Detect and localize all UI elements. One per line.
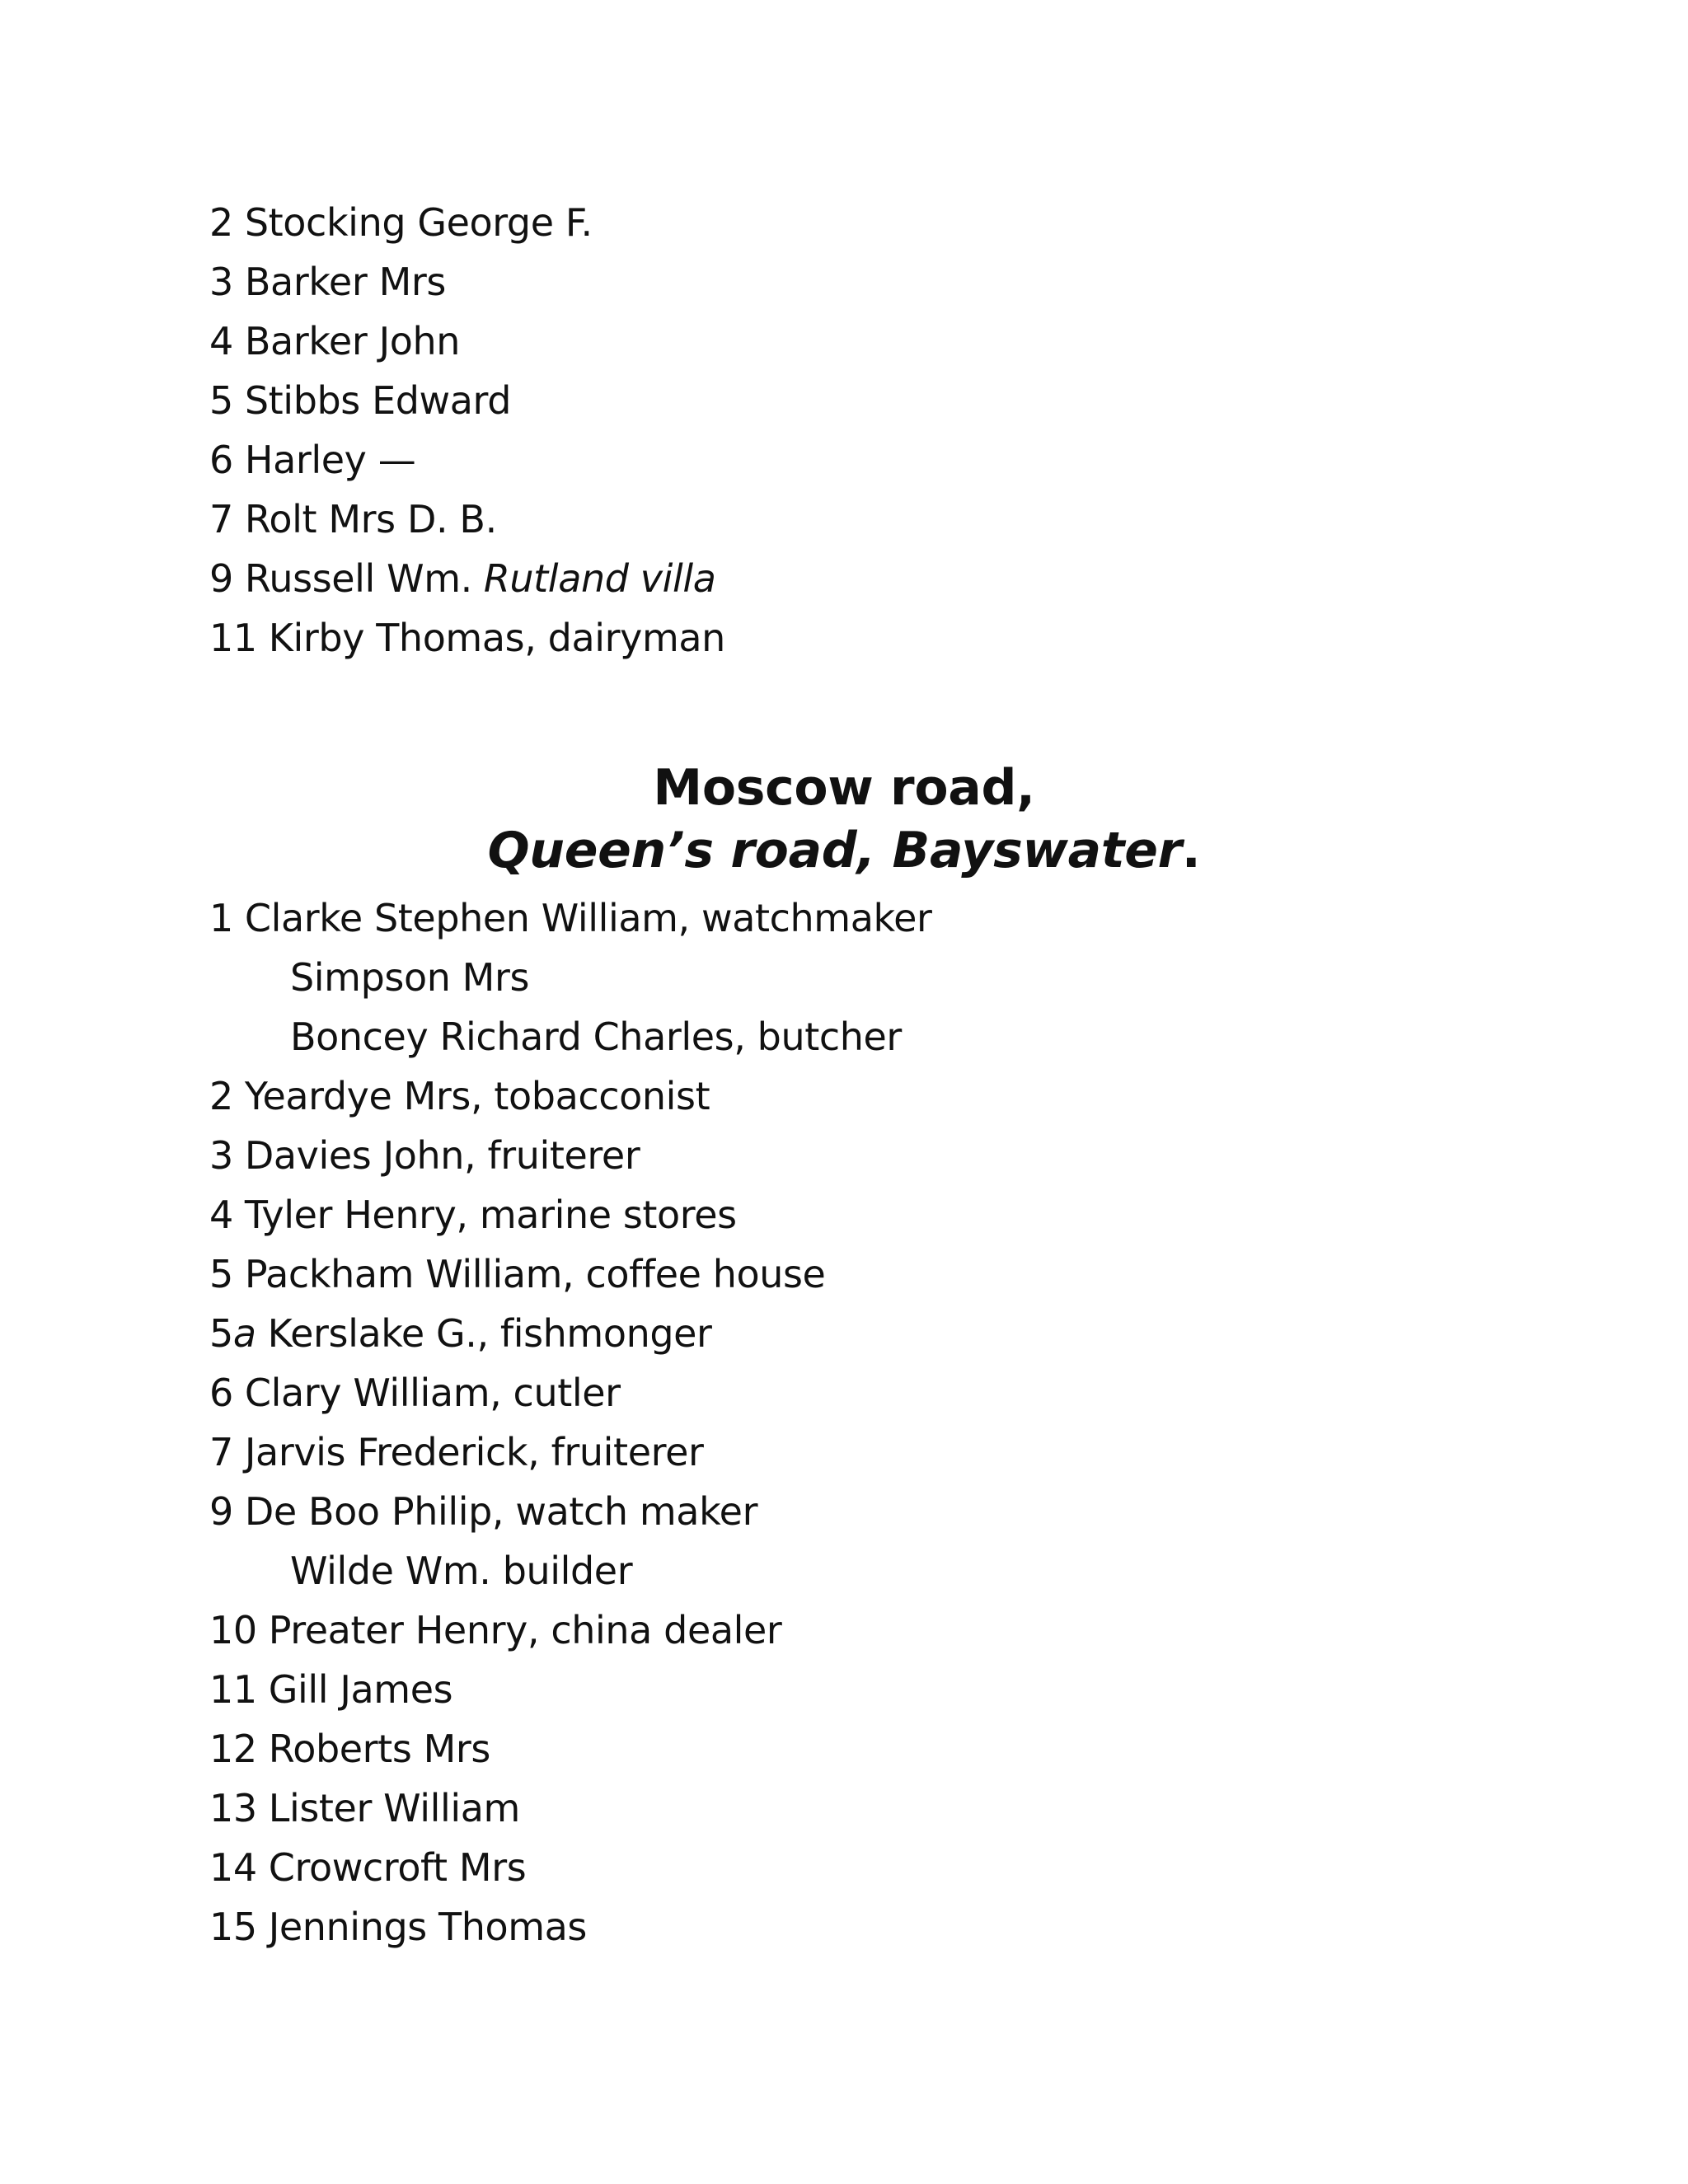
house-number: 5 [209,1252,233,1296]
list-item [209,252,725,312]
resident: Stibbs Edward [244,378,512,423]
list-item [209,312,725,371]
resident: Gill James [268,1667,453,1712]
locality-name: Queen’s road, Bayswater [487,821,1182,879]
resident: Rolt Mrs D. B. [244,497,497,541]
resident: Lister William [268,1786,520,1830]
list-item [209,1066,932,1126]
house-number: 7 [209,497,233,541]
list-item [209,193,725,252]
house-number: 9 [209,1489,233,1534]
house-number: 9 [209,556,233,601]
list-item [209,948,932,1007]
house-number: 13 [209,1786,257,1830]
house-number: 4 [209,1193,233,1237]
list-item [209,1244,932,1304]
resident: Russell Wm. [244,556,472,601]
list-item [209,1185,932,1244]
resident: Clarke Stephen William, watchmaker [244,896,932,940]
entry-list-main [209,888,932,1957]
resident: Packham William, coffee house [244,1252,826,1296]
house-number: 5 [209,378,233,423]
resident: Stocking George F. [244,200,593,245]
entry-list-top [209,193,725,668]
resident: Wilde Wm. builder [290,1549,633,1593]
house-number: 10 [209,1608,257,1652]
resident: Crowcroft Mrs [268,1845,527,1890]
resident: De Boo Philip, watch maker [244,1489,758,1534]
house-number: 11 [209,1667,257,1712]
street-heading [0,757,1688,882]
resident: Barker John [244,319,460,363]
list-item [209,608,725,668]
house-number: 2 [209,200,233,245]
house-number: 15 [209,1905,257,1949]
list-item [209,490,725,549]
resident: Kirby Thomas, dairyman [268,616,725,660]
list-item [209,1779,932,1838]
resident: Yeardye Mrs, tobacconist [244,1074,710,1118]
resident: Barker Mrs [244,260,446,304]
house-number: 7 [209,1430,233,1474]
house-number: 6 [209,438,233,482]
list-item [209,1601,932,1660]
house-number: 14 [209,1845,257,1890]
resident: Tyler Henry, marine stores [244,1193,737,1237]
street-name: Moscow road, [653,758,1035,817]
house-number-suffix: a [232,1311,256,1356]
list-item [209,371,725,430]
list-item [209,1719,932,1779]
resident: Jennings Thomas [268,1905,587,1949]
house-number: 4 [209,319,233,363]
list-item [209,1126,932,1185]
list-item [209,1660,932,1719]
heading-period: . [1181,821,1201,879]
resident: Roberts Mrs [268,1727,490,1771]
list-item [209,1422,932,1482]
list-item [209,1304,932,1363]
list-item [209,1541,932,1601]
list-item [209,549,725,608]
house-number: 11 [209,616,257,660]
resident: Jarvis Frederick, fruiterer [244,1430,704,1474]
house-number: 3 [209,1133,233,1178]
resident: Preater Henry, china dealer [268,1608,782,1652]
list-item [209,1482,932,1541]
street-locality [0,819,1688,882]
list-item [209,1838,932,1897]
resident: Simpson Mrs [290,955,530,1000]
house-number: 5 [209,1311,233,1356]
house-number: 12 [209,1727,257,1771]
house-number: 2 [209,1074,233,1118]
house-number: 3 [209,260,233,304]
resident: Harley — [244,438,416,482]
list-item [209,888,932,948]
residence-name: Rutland villa [483,556,716,601]
resident: Clary William, cutler [244,1371,621,1415]
list-item [209,1007,932,1066]
list-item [209,430,725,490]
list-item [209,1363,932,1422]
resident: Boncey Richard Charles, butcher [290,1015,902,1059]
list-item [209,1897,932,1957]
house-number: 1 [209,896,233,940]
resident: Kerslake G., fishmonger [267,1311,712,1356]
resident: Davies John, fruiterer [244,1133,640,1178]
house-number: 6 [209,1371,233,1415]
